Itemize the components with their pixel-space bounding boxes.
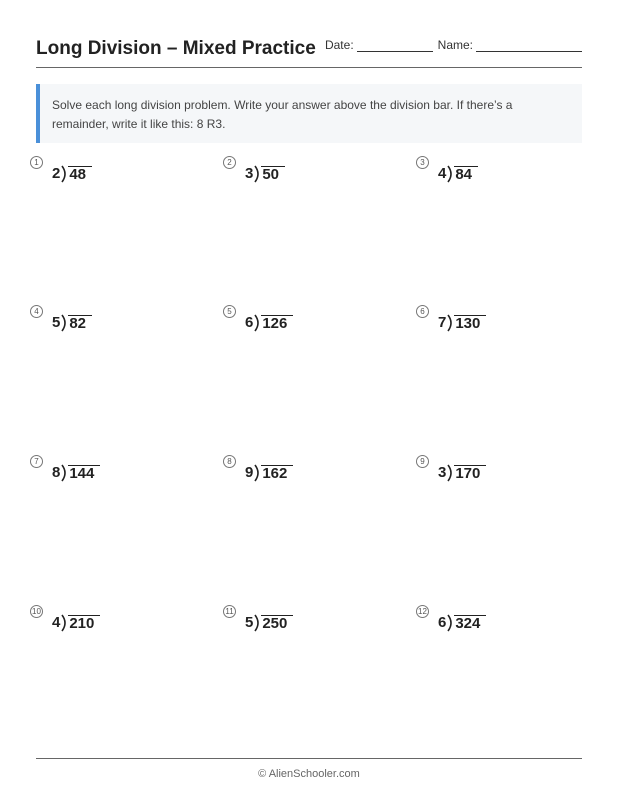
divisor: 4 — [438, 165, 447, 182]
date-blank[interactable] — [357, 38, 433, 52]
divisor: 5 — [245, 614, 254, 631]
dividend: 250 — [261, 615, 293, 632]
division-bracket-icon — [61, 314, 68, 332]
division-bracket-icon — [61, 614, 68, 632]
divisor: 3 — [438, 464, 447, 481]
problem-number-badge: 1 — [30, 156, 43, 169]
problem-8 — [223, 455, 373, 495]
division-bracket-icon — [447, 614, 454, 632]
problem-number-badge: 3 — [416, 156, 429, 169]
problem-5 — [223, 305, 373, 345]
division-bracket-icon — [447, 314, 454, 332]
problem-2 — [223, 156, 373, 196]
division-bracket-icon — [447, 464, 454, 482]
problem-6 — [416, 305, 566, 345]
dividend: 210 — [68, 615, 100, 632]
divisor: 8 — [52, 464, 61, 481]
header-divider — [36, 67, 582, 68]
page-title: Long Division – Mixed Practice — [36, 38, 316, 59]
problem-11 — [223, 605, 373, 645]
instructions-text: Solve each long division problem. Write your answer above the division bar. If there’s a remainder, write it like this: 8 R3. — [52, 98, 513, 131]
dividend: 48 — [68, 166, 92, 183]
divisor: 6 — [245, 314, 254, 331]
divisor: 2 — [52, 165, 61, 182]
dividend: 82 — [68, 315, 92, 332]
problem-number-badge: 7 — [30, 455, 43, 468]
name-blank[interactable] — [476, 38, 582, 52]
problem-1 — [30, 156, 180, 196]
division-expression — [438, 164, 478, 183]
divisor: 6 — [438, 614, 447, 631]
division-expression — [245, 463, 293, 482]
division-expression — [438, 463, 486, 482]
worksheet-header — [36, 36, 582, 68]
problem-number-badge: 6 — [416, 305, 429, 318]
student-fields — [325, 38, 582, 52]
divisor: 7 — [438, 314, 447, 331]
date-label: Date: — [324, 38, 354, 52]
dividend: 144 — [68, 465, 100, 482]
problem-number-badge: 12 — [416, 605, 429, 618]
division-expression — [245, 313, 293, 332]
division-bracket-icon — [447, 165, 454, 183]
division-expression — [245, 164, 285, 183]
dividend: 170 — [454, 465, 486, 482]
divisor: 3 — [245, 165, 254, 182]
problem-12 — [416, 605, 566, 645]
problem-number-badge: 8 — [223, 455, 236, 468]
dividend: 130 — [454, 315, 486, 332]
division-expression — [438, 313, 486, 332]
dividend: 162 — [261, 465, 293, 482]
division-expression — [52, 164, 92, 183]
problem-number-badge: 11 — [223, 605, 236, 618]
footer-divider — [36, 758, 582, 759]
problem-3 — [416, 156, 566, 196]
division-bracket-icon — [254, 165, 261, 183]
divisor: 4 — [52, 614, 61, 631]
division-expression — [438, 613, 486, 632]
instructions-box — [36, 84, 582, 143]
divisor: 9 — [245, 464, 254, 481]
dividend: 84 — [454, 166, 478, 183]
division-bracket-icon — [254, 614, 261, 632]
division-bracket-icon — [61, 165, 68, 183]
copyright-footer: © AlienSchooler.com — [258, 768, 360, 780]
division-expression — [52, 463, 100, 482]
division-expression — [52, 613, 100, 632]
problem-number-badge: 2 — [223, 156, 236, 169]
problem-9 — [416, 455, 566, 495]
divisor: 5 — [52, 314, 61, 331]
problem-number-badge: 10 — [30, 605, 43, 618]
problem-number-badge: 4 — [30, 305, 43, 318]
problem-number-badge: 9 — [416, 455, 429, 468]
name-label: Name: — [437, 38, 473, 52]
division-expression — [52, 313, 92, 332]
division-bracket-icon — [254, 464, 261, 482]
dividend: 50 — [261, 166, 285, 183]
problem-7 — [30, 455, 180, 495]
dividend: 126 — [261, 315, 293, 332]
division-expression — [245, 613, 293, 632]
division-bracket-icon — [254, 314, 261, 332]
problem-4 — [30, 305, 180, 345]
problem-10 — [30, 605, 180, 645]
division-bracket-icon — [61, 464, 68, 482]
dividend: 324 — [454, 615, 486, 632]
problem-number-badge: 5 — [223, 305, 236, 318]
